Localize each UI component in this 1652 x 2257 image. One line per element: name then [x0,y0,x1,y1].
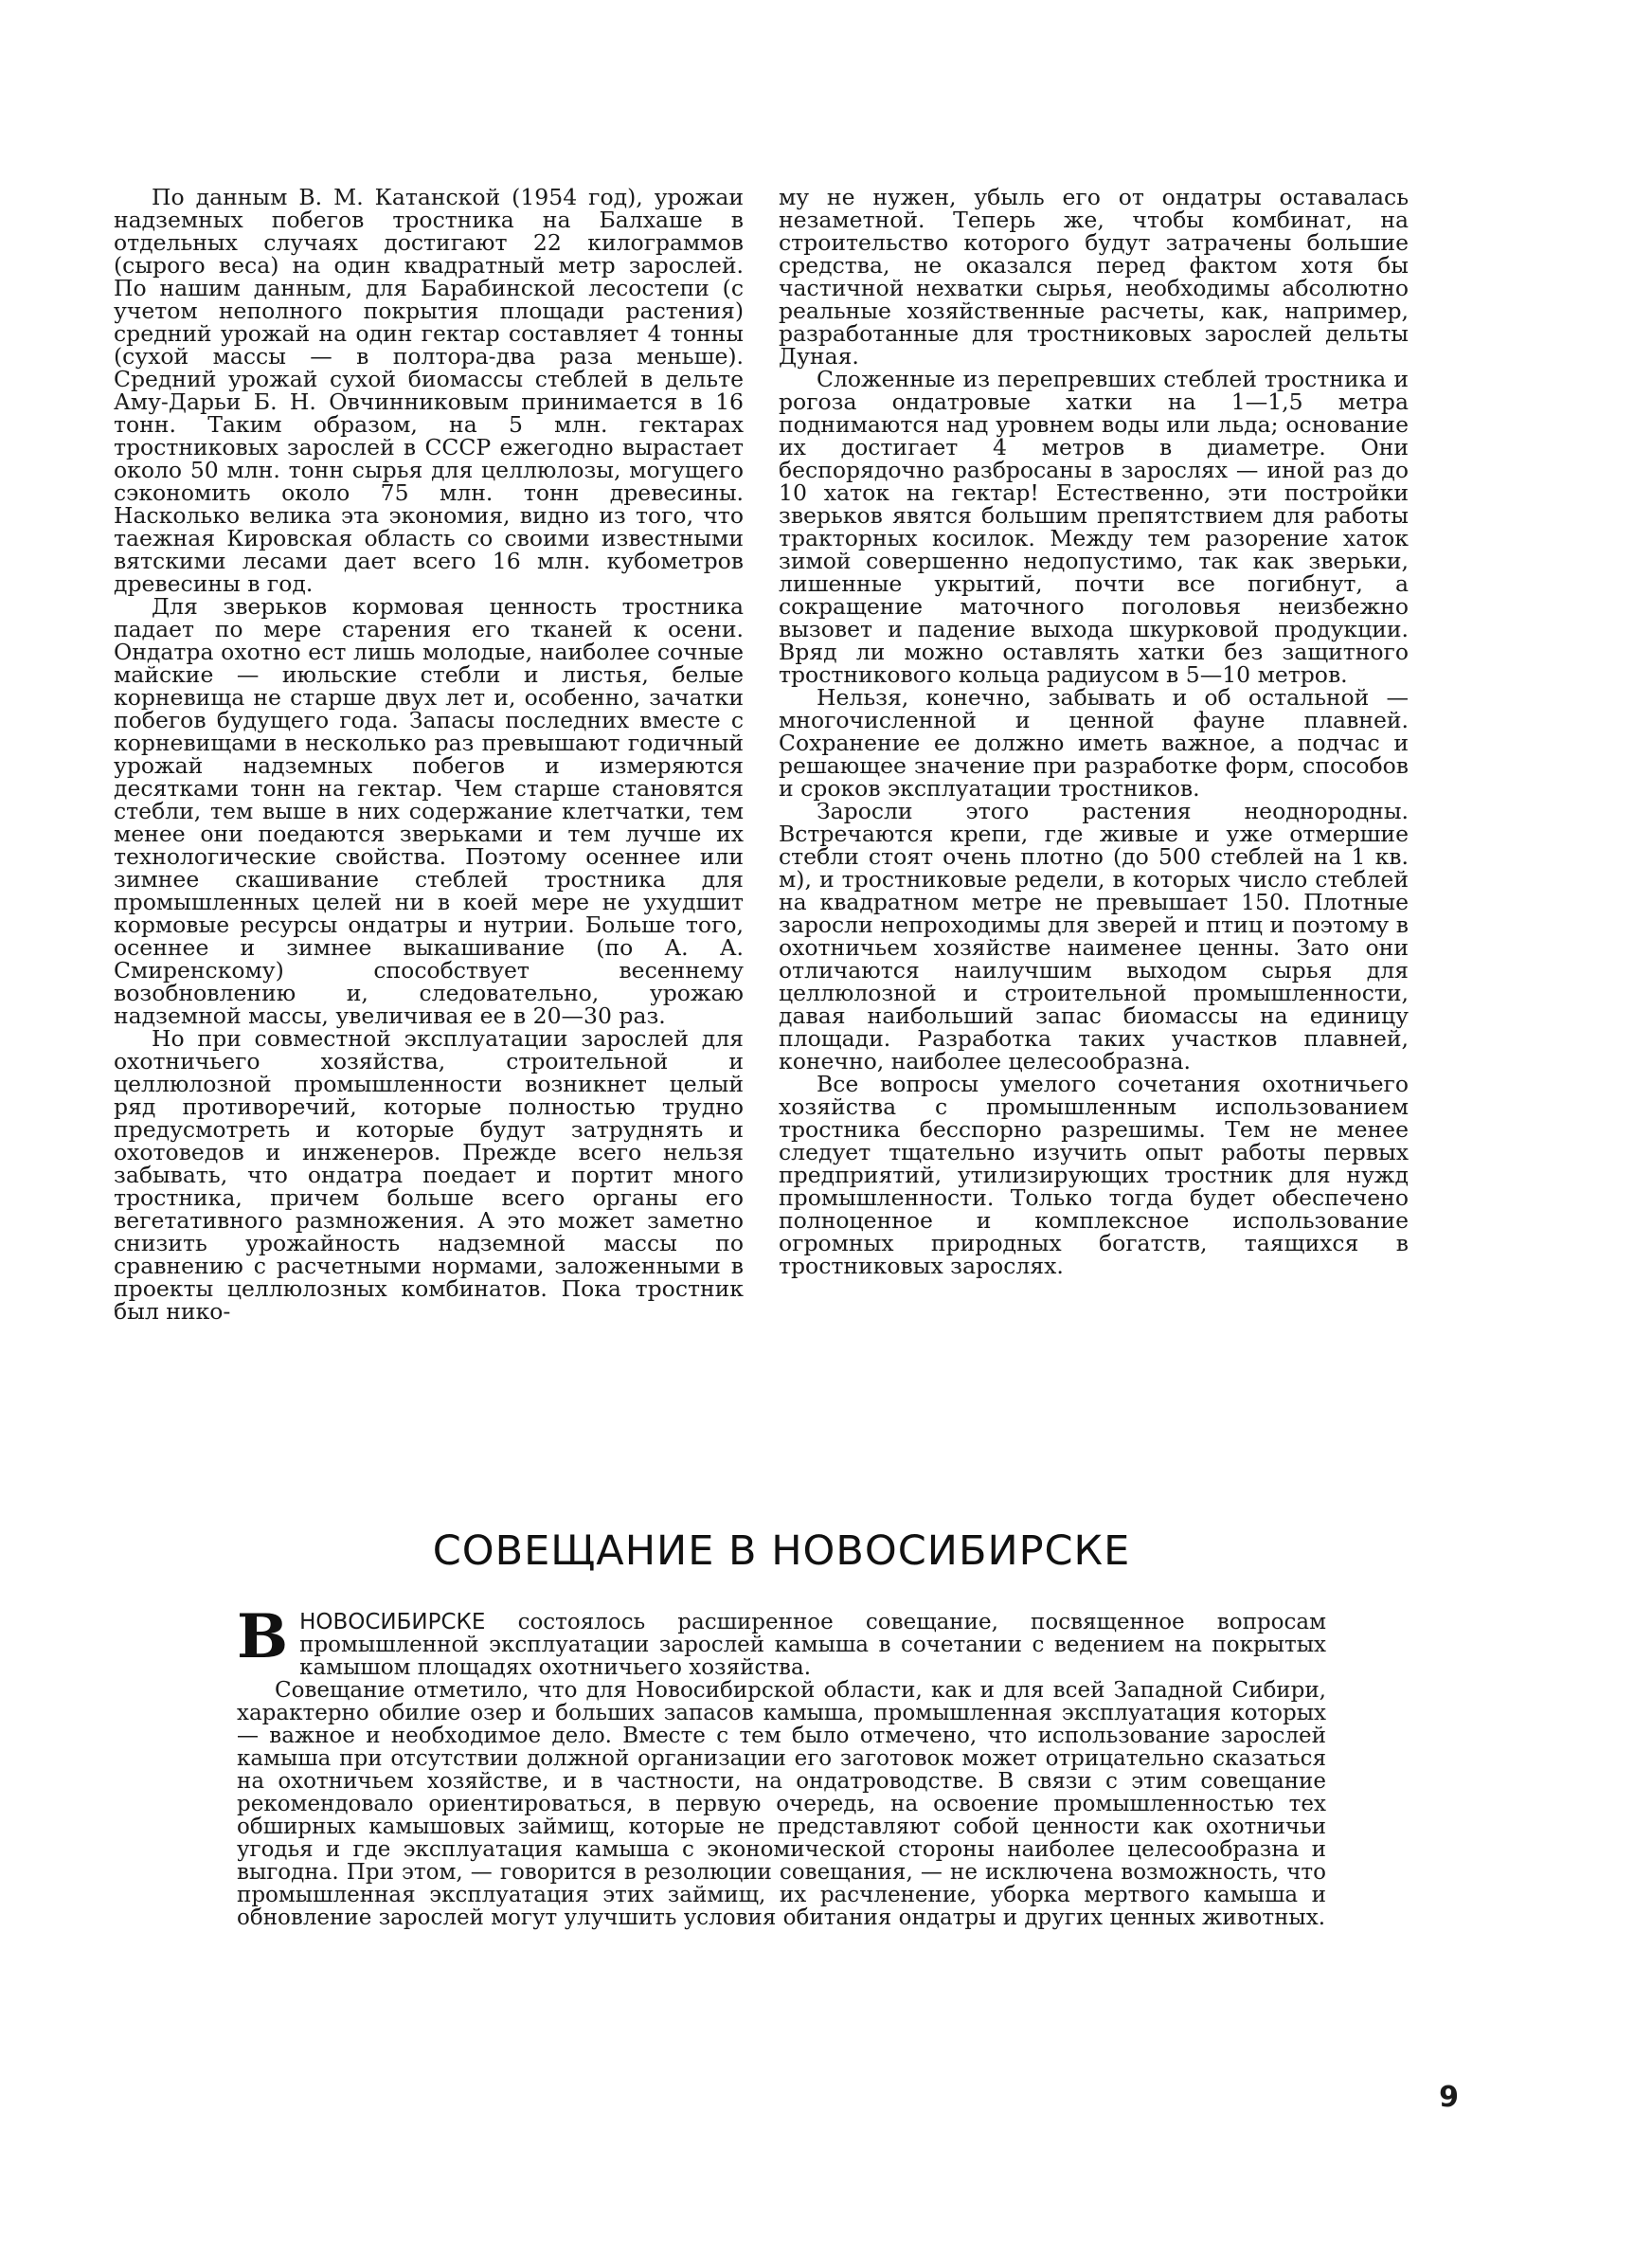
left-paragraph-2: Для зверьков кормовая ценность тростника падает по мере старения его тканей к осени. Ондатра охотно ест лишь молодые, наиболее сочные майские — июльские стебли и листья, белые корневища не старше двух лет и, особенно, зачатки побегов будущего года. Запасы последних вместе с корневищами в несколько раз превышают годичный урожай надземных побегов и измеряются десятками тонн на гектар. Чем старше становятся стебли, тем выше в них содержание клетчатки, тем менее они поедаются зверьками и тем лучше их технологические свойства. Поэтому осеннее или зимнее скашивание стеблей тростника для промышленных целей ни в коей мере не ухудшит кормовые ресурсы ондатры и нутрии. Больше того, осеннее и зимнее выкашивание (по А. А. Смиренскому) способствует весеннему возобновлению и, следовательно, урожаю надземной массы, увеличивая ее в 20—30 раз. [114,593,744,1029]
page-number: 9 [1439,2081,1459,2114]
two-column-text [114,186,1409,1323]
article-lead-paragraph [237,1601,1326,1680]
article-paragraph-2: Совещание отметило, что для Новосибирской области, как и для всей Западной Сибири, характерно обилие озер и больших запасов камыша, промышленная эксплуатация которых — важное и необходимое дело. Вместе с тем было отмечено, что использование зарослей камыша при отсутствии должной организации его заготовок может отрицательно сказаться на охотничьем хозяйстве, и в частности, на ондатроводстве. В связи с этим совещание рекомендовало ориентироваться, в первую очередь, на освоение промышленностью тех обширных камышовых займищ, которые не представляют собой ценности как охотничьи угодья и где эксплуатация камыша с экономической стороны наиболее целесообразна и выгодна. При этом, — говорится в резолюции совещания, — не исключена возможность, что промышленная эксплуатация этих займищ, их расчленение, уборка мертвого камыша и обновление зарослей могут улучшить условия обитания ондатры и других ценных животных. [237,1678,1326,1930]
drop-cap: В [237,1601,289,1672]
right-paragraph-3: Нельзя, конечно, забывать и об остальной — многочисленной и ценной фауне плавней. Сохранение ее должно иметь важное, а подчас и решающее значение при разработке форм, способов и сроков эксплуатации тростников. [779,684,1409,802]
right-paragraph-2: Сложенные из перепревших стеблей тростника и рогоза ондатровые хатки на 1—1,5 метра поднимаются над уровнем воды или льда; основание их достигает 4 метров в диаметре. Они беспорядочно разбросаны в зарослях — иной раз до 10 хаток на гектар! Естественно, эти постройки зверьков явятся большим препятствием для работы тракторных косилок. Между тем разорение хаток зимой совершенно недопустимо, так как зверьки, лишенные укрытий, почти все погибнут, а сокращение маточного поголовья неизбежно вызовет и падение выхода шкурковой продукции. Вряд ли можно оставлять хатки без защитного тростникового кольца радиусом в 5—10 метров. [779,366,1409,688]
right-paragraph-5: Все вопросы умелого сочетания охотничьего хозяйства с промышленным использованием тростника бесспорно разрешимы. Тем не менее следует тщательно изучить опыт работы первых предприятий, утилизирующих тростник для нужд промышленности. Только тогда будет обеспечено полноценное и комплексное использование огромных природных богатств, таящихся в тростниковых зарослях. [779,1071,1409,1279]
right-paragraph-1: му не нужен, убыль его от ондатры оставалась незаметной. Теперь же, чтобы комбинат, на строительство которого будут затрачены большие средства, не оказался перед фактом хотя бы частичной нехватки сырья, необходимы абсолютно реальные хозяйственные расчеты, как, например, разработанные для тростниковых зарослей дельты Дуная. [779,184,1409,370]
lead-text: состоялось расширенное совещание, посвященное вопросам промышленной эксплуатации зарослей камыша в сочетании с ведением на покрытых камышом площадях охотничьего хозяйства. [299,1610,1326,1680]
lead-caps: НОВОСИБИРСКЕ [299,1610,486,1634]
article-body [237,1601,1326,1930]
left-paragraph-1: По данным В. М. Катанской (1954 год), урожаи надземных побегов тростника на Балхаше в отдельных случаях достигают 22 килограммов (сырого веса) на один квадратный метр зарослей. По нашим данным, для Барабинской лесостепи (с учетом неполного покрытия площади растения) средний урожай на один гектар составляет 4 тонны (сухой массы — в полтора-два раза меньше). Средний урожай сухой биомассы стеблей в дельте Аму-Дарьи Б. Н. Овчинниковым принимается в 16 тонн. Таким образом, на 5 млн. гектарах тростниковых зарослей в СССР ежегодно вырастает около 50 млн. тонн сырья для целлюлозы, могущего сэкономить около 75 млн. тонн древесины. Насколько велика эта экономия, видно из того, что таежная Кировская область со своими известными вятскими лесами дает всего 16 млн. кубометров древесины в год. [114,184,744,597]
left-column [114,186,744,1323]
left-paragraph-3: Но при совместной эксплуатации зарослей для охотничьего хозяйства, строительной и целлюлозной промышленности возникнет целый ряд противоречий, которые полностью трудно предусмотреть и которые будут затруднять и охотоведов и инженеров. Прежде всего нельзя забывать, что ондатра поедает и портит много тростника, причем больше всего органы его вегетативного размножения. А это может заметно снизить урожайность надземной массы по сравнению с расчетными нормами, заложенными в проекты целлюлозных комбинатов. Пока тростник был нико- [114,1025,744,1325]
right-column [779,186,1409,1323]
article-title: СОВЕЩАНИЕ В НОВОСИБИРСКЕ [432,1527,1131,1575]
right-paragraph-4: Заросли этого растения неоднородны. Встречаются крепи, где живые и уже отмершие стебли стоят очень плотно (до 500 стеблей на 1 кв. м), и тростниковые редели, в которых число стеблей на квадратном метре не превышает 150. Плотные заросли непроходимы для зверей и птиц и поэтому в охотничьем хозяйстве наименее ценны. Зато они отличаются наилучшим выходом сырья для целлюлозной и строительной промышленности, давая наибольший запас биомассы на единицу площади. Разработка таких участков плавней, конечно, наиболее целесообразна. [779,798,1409,1074]
